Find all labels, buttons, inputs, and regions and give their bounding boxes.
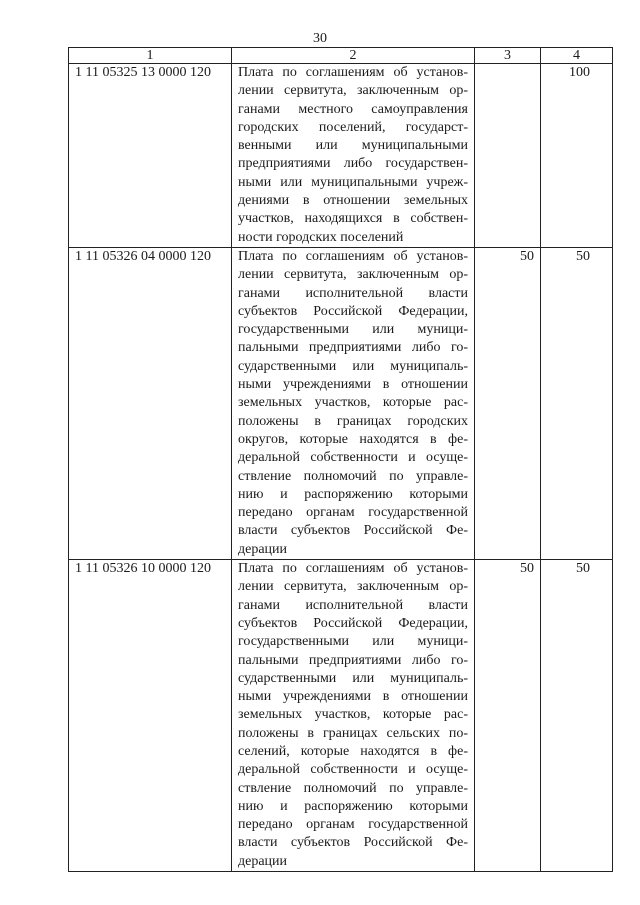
description-line: положены в границах городских — [238, 413, 468, 429]
description-line: государственными или муници- — [238, 634, 468, 650]
amount-col3: 50 — [475, 560, 541, 872]
budget-table — [68, 47, 613, 872]
description-line: ганами исполнительной власти — [238, 285, 468, 301]
description-line: ности городских поселений — [238, 229, 404, 245]
header-cell-3: 3 — [475, 48, 541, 64]
description-line: городских поселений, государст- — [238, 119, 468, 135]
page-number: 30 — [313, 31, 327, 46]
description-line: дерации — [238, 853, 288, 869]
description-line: субъектов Российской Федерации, — [238, 615, 468, 631]
income-description — [232, 247, 475, 559]
description-line: лении сервитута, заключенным ор- — [238, 579, 468, 595]
description-line: сударственными или муниципаль- — [238, 358, 468, 374]
description-line: власти субъектов Российской Фе- — [238, 523, 468, 539]
description-line: участков, находящихся в собствен- — [238, 211, 468, 227]
description-line: положены в границах сельских по- — [238, 725, 468, 741]
description-line: государственными или муници- — [238, 322, 468, 338]
description-line: Плата по соглашениям об установ- — [238, 248, 468, 264]
description-line: нию и распоряжению которыми — [238, 798, 468, 814]
header-cell-1: 1 — [69, 48, 232, 64]
amount-col3: 50 — [475, 247, 541, 559]
description-line: пальными предприятиями либо го- — [238, 340, 468, 356]
description-line: ными или муниципальными учреж- — [238, 174, 468, 190]
description-line: деральной собственности и осуще- — [238, 450, 468, 466]
description-line: деральной собственности и осуще- — [238, 762, 468, 778]
description-line: дерации — [238, 541, 288, 557]
description-line: ными учреждениями в отношении — [238, 689, 468, 705]
amount-col4: 50 — [541, 247, 613, 559]
description-line: венными или муниципальными — [238, 138, 468, 154]
amount-col4: 100 — [541, 64, 613, 248]
description-line: предприятиями либо государствен- — [238, 156, 468, 172]
budget-code: 1 11 05326 04 0000 120 — [69, 247, 232, 559]
description-line: дениями в отношении земельных — [238, 193, 468, 209]
description-line: сударственными или муниципаль- — [238, 670, 468, 686]
description-line: передано органам государственной — [238, 505, 468, 521]
description-line: нию и распоряжению которыми — [238, 486, 468, 502]
table-row — [69, 560, 613, 872]
table-header-row — [69, 48, 613, 64]
description-line: земельных участков, которые рас- — [238, 395, 468, 411]
description-line: Плата по соглашениям об установ- — [238, 561, 468, 577]
header-cell-2: 2 — [232, 48, 475, 64]
description-line: Плата по соглашениям об установ- — [238, 65, 468, 80]
description-line: лении сервитута, заключенным ор- — [238, 83, 468, 99]
description-line: передано органам государственной — [238, 817, 468, 833]
description-line: субъектов Российской Федерации, — [238, 303, 468, 319]
description-line: земельных участков, которые рас- — [238, 707, 468, 723]
budget-code: 1 11 05326 10 0000 120 — [69, 560, 232, 872]
income-description — [232, 64, 475, 248]
description-line: ствление полномочий по управле- — [238, 468, 468, 484]
description-line: лении сервитута, заключенным ор- — [238, 267, 468, 283]
amount-col3 — [475, 64, 541, 248]
description-line: ными учреждениями в отношении — [238, 377, 468, 393]
budget-code: 1 11 05325 13 0000 120 — [69, 64, 232, 248]
table-row — [69, 247, 613, 559]
description-line: округов, которые находятся в фе- — [238, 431, 468, 447]
description-line: ганами местного самоуправления — [238, 101, 468, 117]
amount-col4: 50 — [541, 560, 613, 872]
description-line: селений, которые находятся в фе- — [238, 743, 468, 759]
description-line: ствление полномочий по управле- — [238, 780, 468, 796]
table-row — [69, 64, 613, 248]
income-description — [232, 560, 475, 872]
description-line: пальными предприятиями либо го- — [238, 652, 468, 668]
header-cell-4: 4 — [541, 48, 613, 64]
description-line: власти субъектов Российской Фе- — [238, 835, 468, 851]
description-line: ганами исполнительной власти — [238, 597, 468, 613]
